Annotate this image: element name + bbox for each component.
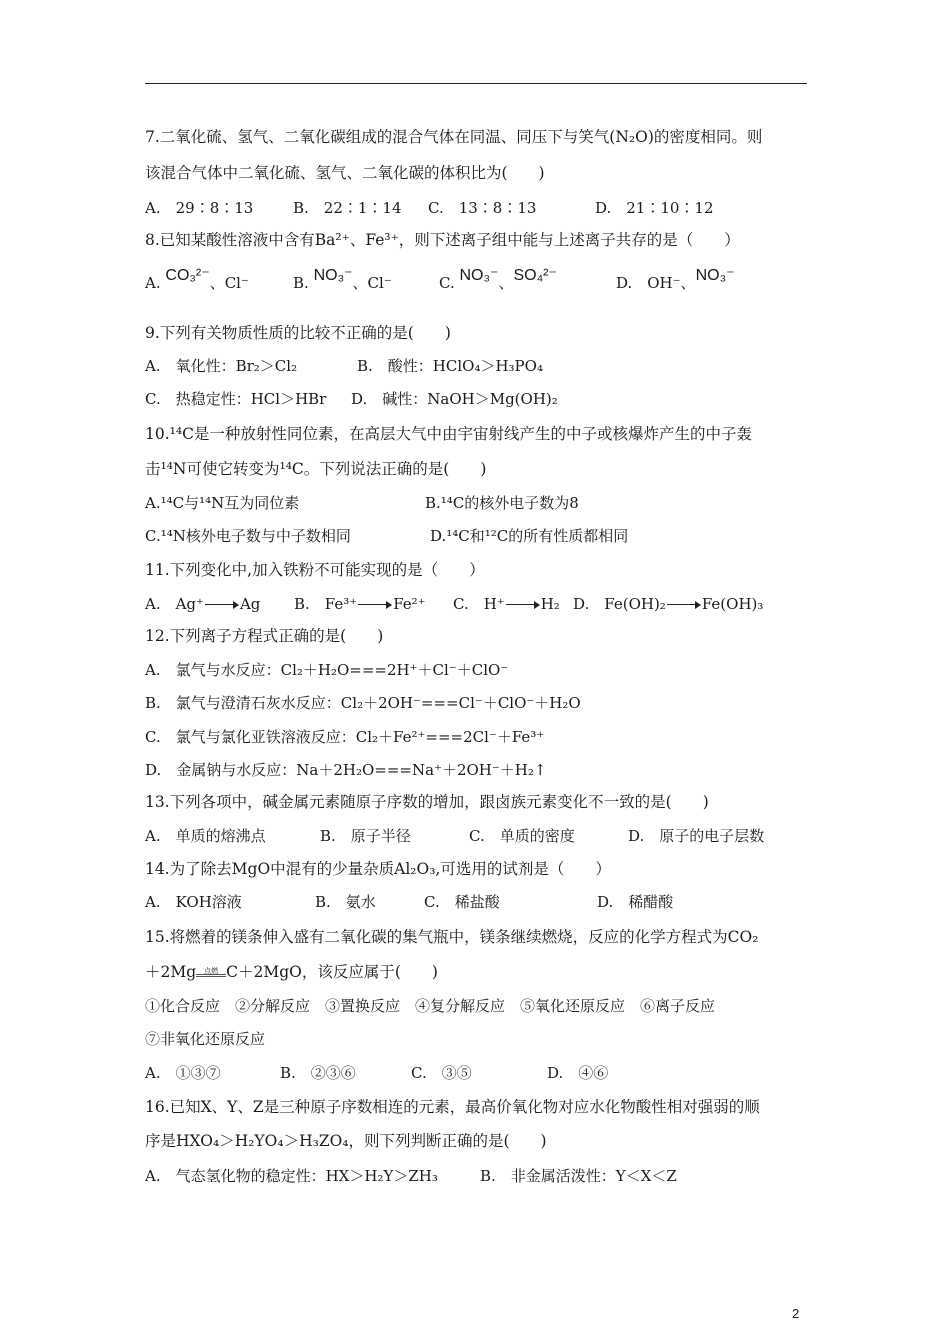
q8-option-c [439,267,557,294]
reaction-arrow-icon [358,600,392,610]
q8-option-d [616,267,735,294]
q16-line2: 序是HXO₄＞H₂YO₄＞H₃ZO₄，则下列判断正确的是( ) [145,1132,547,1150]
q8-c-ion2: SO₄²⁻ [513,267,557,284]
q8-option-b [293,267,392,294]
q14-option-b: B. 氨水 [315,893,376,911]
q7-line1: 7.二氧化硫、氢气、二氧化碳组成的混合气体在同温、同压下与笑气(N₂O)的密度相同。则 [145,128,763,146]
q13-option-a: A. 单质的熔沸点 [145,827,266,845]
q10-option-d: D.¹⁴C和¹²C的所有性质都相同 [430,527,629,545]
q11-option-a [145,594,260,614]
q11-stem: 11.下列变化中,加入铁粉不可能实现的是（ ） [145,561,485,579]
q10-option-c: C.¹⁴N核外电子数与中子数相同 [145,527,351,545]
q11-option-d [573,594,763,614]
q15-line1: 15.将燃着的镁条伸入盛有二氧化碳的集气瓶中，镁条继续燃烧，反应的化学方程式为CO₂ [145,928,759,946]
q15-products: C＋2MgO，该反应属于( ) [226,963,438,981]
q8-d-label: D. OH⁻、 [616,274,696,292]
q8-b-post: 、Cl⁻ [352,274,392,292]
q10-line2: 击¹⁴N可使它转变为¹⁴C。下列说法正确的是( ) [145,460,487,478]
q10-option-b: B.¹⁴C的核外电子数为8 [425,494,579,512]
q15-types-2: ⑦非氧化还原反应 [145,1030,266,1048]
header-rule [145,83,807,84]
q13-stem: 13.下列各项中，碱金属元素随原子序数的增加，跟卤族元素变化不一致的是( ) [145,793,709,811]
q11-d-right: Fe(OH)₃ [701,595,764,613]
q15-types-1: ①化合反应 ②分解反应 ③置换反应 ④复分解反应 ⑤氧化还原反应 ⑥离子反应 [145,997,716,1015]
q12-option-b: B. 氯气与澄清石灰水反应：Cl₂＋2OH⁻===Cl⁻＋ClO⁻＋H₂O [145,694,581,712]
q8-d-ion: NO₃⁻ [695,267,735,284]
q12-option-d: D. 金属钠与水反应：Na＋2H₂O===Na⁺＋2OH⁻＋H₂↑ [145,761,547,779]
q7-option-d: D. 21∶10∶12 [595,199,714,217]
q8-a-label: A. [145,274,161,292]
q10-option-a: A.¹⁴C与¹⁴N互为同位素 [145,494,300,512]
reaction-arrow-icon [506,600,540,610]
q16-line1: 16.已知X、Y、Z是三种原子序数相连的元素，最高价氧化物对应水化物酸性相对强弱的顺 [145,1098,760,1116]
ignition-condition-icon [196,965,226,981]
q15-option-a: A. ①③⑦ [145,1064,221,1082]
q7-option-a: A. 29∶8∶13 [145,199,254,217]
q11-a-right: Ag [239,595,261,613]
q8-b-label: B. [293,274,309,292]
q12-stem: 12.下列离子方程式正确的是( ) [145,627,384,645]
q7-option-c: C. 13∶8∶13 [428,199,537,217]
page-number: 2 [792,1306,800,1321]
q14-stem: 14.为了除去MgO中混有的少量杂质Al₂O₃,可选用的试剂是（ ） [145,860,611,878]
reaction-arrow-icon [667,600,701,610]
q13-option-c: C. 单质的密度 [469,827,575,845]
q9-stem: 9.下列有关物质性质的比较不正确的是( ) [145,324,451,342]
q9-option-b: B. 酸性：HClO₄＞H₃PO₄ [357,357,543,375]
q7-option-b: B. 22∶1∶14 [293,199,402,217]
q8-c-sep: 、 [498,274,514,292]
q11-a-left: A. Ag⁺ [145,595,204,613]
q16-option-b: B. 非金属活泼性：Y＜X＜Z [480,1167,677,1185]
q11-d-left: D. Fe(OH)₂ [573,595,666,613]
q11-c-right: H₂ [540,595,560,613]
q15-condition: 点燃 [204,967,219,975]
q7-line2: 该混合气体中二氧化硫、氢气、二氧化碳的体积比为( ) [145,164,545,182]
q12-option-a: A. 氯气与水反应：Cl₂＋H₂O===2H⁺＋Cl⁻＋ClO⁻ [145,661,509,679]
q15-option-b: B. ②③⑥ [280,1064,356,1082]
reaction-arrow-icon [205,600,239,610]
q12-option-c: C. 氯气与氯化亚铁溶液反应：Cl₂＋Fe²⁺===2Cl⁻＋Fe³⁺ [145,728,545,746]
q15-reactants: ＋2Mg [145,963,197,981]
q15-option-d: D. ④⑥ [547,1064,609,1082]
q11-option-b [294,594,426,614]
q14-option-c: C. 稀盐酸 [424,893,500,911]
q14-option-d: D. 稀醋酸 [597,893,674,911]
q15-option-c: C. ③⑤ [411,1064,472,1082]
q9-option-d: D. 碱性：NaOH＞Mg(OH)₂ [351,390,558,408]
q11-b-right: Fe²⁺ [393,595,426,613]
q8-option-a [145,267,249,294]
q8-b-ion: NO₃⁻ [313,267,353,284]
q14-option-a: A. KOH溶液 [145,893,242,911]
q15-line2 [145,962,438,982]
q9-option-c: C. 热稳定性：HCl＞HBr [145,390,327,408]
q8-a-post: 、Cl⁻ [209,274,249,292]
q8-a-ion: CO₃²⁻ [165,267,210,284]
q8-stem: 8.已知某酸性溶液中含有Ba²⁺、Fe³⁺，则下述离子组中能与上述离子共存的是（ ） [145,231,740,249]
q9-option-a: A. 氧化性：Br₂＞Cl₂ [145,357,298,375]
q8-c-ion1: NO₃⁻ [459,267,499,284]
q8-c-label: C. [439,274,455,292]
q11-b-left: B. Fe³⁺ [294,595,358,613]
q13-option-d: D. 原子的电子层数 [628,827,765,845]
q11-option-c [453,594,560,614]
q11-c-left: C. H⁺ [453,595,505,613]
q16-option-a: A. 气态氢化物的稳定性：HX＞H₂Y＞ZH₃ [145,1167,438,1185]
q13-option-b: B. 原子半径 [320,827,411,845]
q10-line1: 10.¹⁴C是一种放射性同位素，在高层大气中由宇宙射线产生的中子或核爆炸产生的中子轰 [145,425,752,443]
